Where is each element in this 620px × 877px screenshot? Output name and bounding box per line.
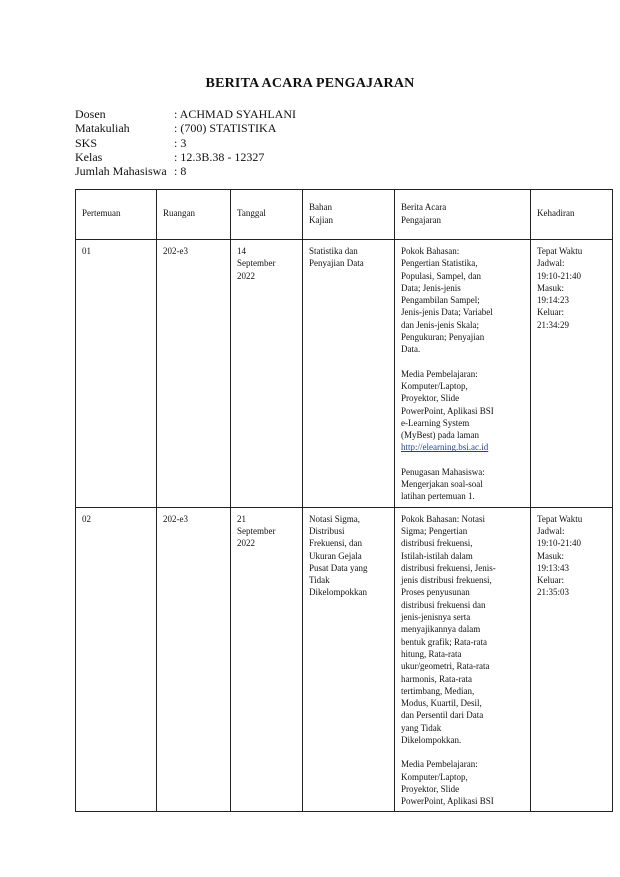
- cell-pertemuan: 02: [76, 507, 157, 812]
- media-pembelajaran-text: Media Pembelajaran: Komputer/Laptop, Proyektor, Slide PowerPoint, Aplikasi BSI e-Learning System (MyBest) pada laman: [401, 368, 494, 441]
- page-title: BERITA ACARA PENGAJARAN: [205, 76, 415, 91]
- elearning-link[interactable]: http://elearning.bsi.ac.id: [401, 442, 489, 453]
- header-bahan-kajian: Bahan Kajian: [303, 190, 395, 240]
- cell-ruangan: 202-e3: [157, 240, 231, 508]
- info-row-kelas: [75, 150, 296, 164]
- info-value: : ACHMAD SYAHLANI: [174, 107, 297, 121]
- header-tanggal: Tanggal: [231, 190, 303, 240]
- cell-tanggal: 14 September 2022: [231, 240, 303, 508]
- cell-bahan-kajian: Statistika dan Penyajian Data: [303, 240, 395, 508]
- media-pembelajaran-block: [401, 368, 526, 454]
- info-row-sks: [75, 136, 296, 150]
- info-label: Matakuliah: [75, 121, 130, 136]
- info-label: Kelas: [75, 149, 103, 164]
- info-value: : 3: [174, 135, 187, 150]
- info-value: : (700) STATISTIKA: [174, 121, 277, 136]
- info-value: : 12.3B.38 - 12327: [174, 149, 265, 164]
- penugasan-text: Penugasan Mahasiswa: Mengerjakan soal-soal latihan pertemuan 1.: [401, 466, 485, 502]
- info-row-jumlah-mahasiswa: [75, 164, 296, 178]
- cell-berita-acara: [395, 507, 531, 812]
- teaching-record-table: [75, 189, 613, 812]
- cell-bahan-kajian: Notasi Sigma, Distribusi Frekuensi, dan Ukuran Gejala Pusat Data yang Tidak Dikelompokkan: [303, 507, 395, 812]
- cell-pertemuan: 01: [76, 240, 157, 508]
- header-berita-acara: Berita Acara Pengajaran: [395, 190, 531, 240]
- info-label: Dosen: [75, 107, 106, 121]
- header-ruangan: Ruangan: [157, 190, 231, 240]
- cell-berita-acara: [395, 240, 531, 508]
- cell-kehadiran: Tepat Waktu Jadwal: 19:10-21:40 Masuk: 19:13:43 Keluar: 21:35:03: [531, 507, 613, 812]
- table-row: [76, 507, 613, 812]
- info-row-dosen: [75, 107, 296, 121]
- cell-tanggal: 21 September 2022: [231, 507, 303, 812]
- cell-ruangan: 202-e3: [157, 507, 231, 812]
- cell-kehadiran: Tepat Waktu Jadwal: 19:10-21:40 Masuk: 19:14:23 Keluar: 21:34:29: [531, 240, 613, 508]
- table-header-row: [76, 190, 613, 240]
- table-row: [76, 240, 613, 508]
- pokok-bahasan-text: Pokok Bahasan: Notasi Sigma; Pengertian distribusi frekuensi, Istilah-istilah dalam distribusi frekuensi, Jenis- jenis distribusi frekuensi, Proses penyusunan distribusi frekuensi dan jenis-jenisnya serta menyajikannya dalam bentuk grafik; Rata-rata hitung, Rata-rata ukur/geometri, Rata-rata harmonis, Rata-rata tertimbang, Median, Modus, Kuartil, Desil, dan Persentil dari Data yang Tidak Dikelompokkan.: [401, 513, 496, 745]
- header-kehadiran: Kehadiran: [531, 190, 613, 240]
- info-label: SKS: [75, 135, 98, 150]
- pokok-bahasan-text: Pokok Bahasan: Pengertian Statistika, Populasi, Sampel, dan Data; Jenis-jenis Pengambilan Sampel; Jenis-jenis Data; Variabel dan Jenis-jenis Skala; Pengukuran; Penyajian Data.: [401, 246, 493, 355]
- info-value: : 8: [174, 164, 187, 179]
- media-pembelajaran-text: Media Pembelajaran: Komputer/Laptop, Proyektor, Slide PowerPoint, Aplikasi BSI: [401, 759, 494, 807]
- info-label: Jumlah Mahasiswa: [75, 164, 167, 179]
- header-pertemuan: Pertemuan: [76, 190, 157, 240]
- course-info: [75, 107, 296, 178]
- info-row-matakuliah: [75, 121, 296, 135]
